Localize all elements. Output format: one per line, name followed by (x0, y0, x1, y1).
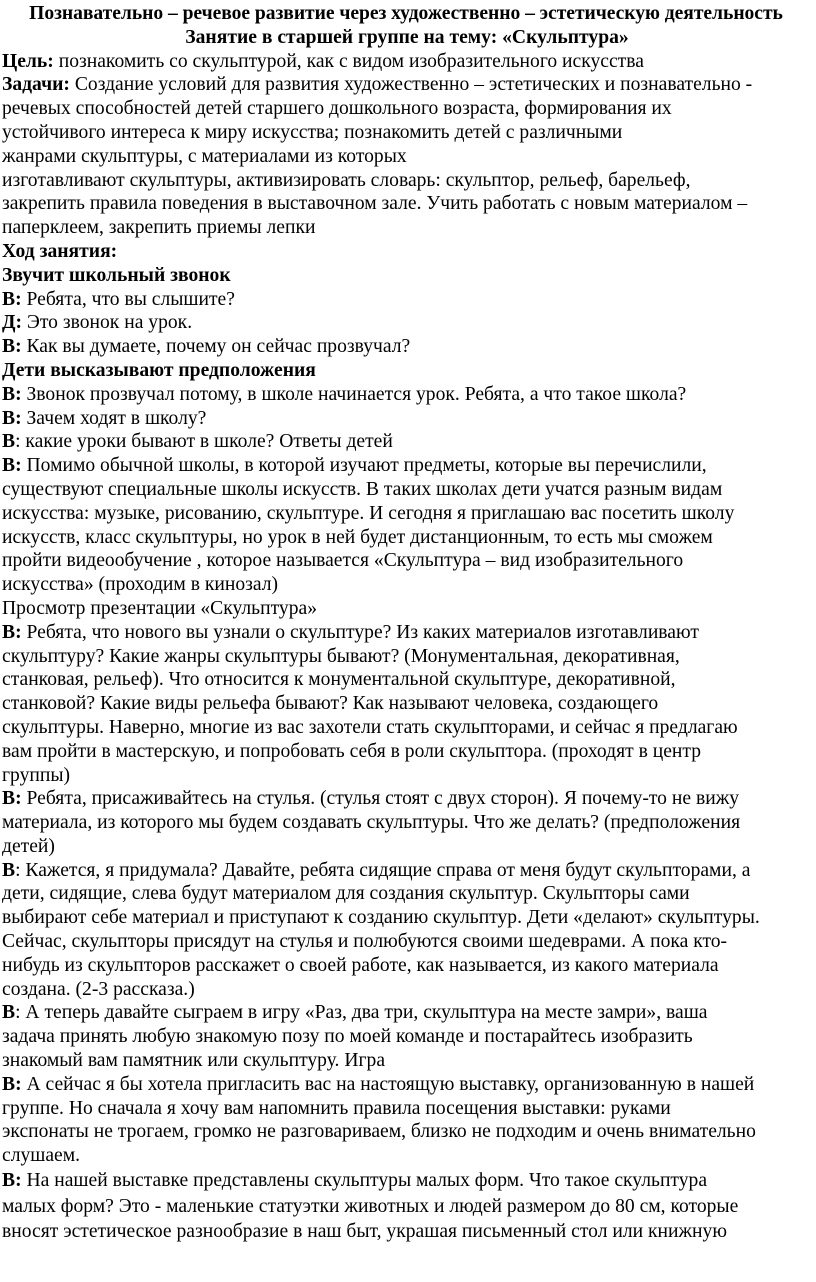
paragraph-chairs: В: Ребята, присаживайтесь на стулья. (стулья стоят с двух сторон). Я почему-то не вижу материала, из которого мы будем создавать скульптуры. Что же делать? (предположения детей) (2, 788, 741, 857)
dialogue-line: Д: Это звонок на урок. (2, 312, 193, 334)
dialogue-line: В: какие уроки бывают в школе? Ответы детей (2, 431, 393, 453)
dialogue-line: В: Ребята, что вы слышите? (2, 288, 235, 310)
paragraph-small-forms: В: На нашей выставке представлены скульптуры малых форм. Что такое скульптура малых форм? Это - маленькие статуэтки животных и людей размером до 80 см, которые вносят эстетическое разнообразие в наш быт, украшая письменный стол или книжную (2, 1170, 739, 1243)
tasks-line: паперклеем, закрепить приемы лепки (2, 217, 316, 239)
speaker-label: В: (2, 407, 22, 429)
speaker-label: В: (2, 788, 22, 810)
guess-heading: Дети высказывают предположения (2, 359, 316, 381)
tasks-label: Задачи: (2, 74, 70, 96)
speaker-label: В: (2, 1073, 22, 1095)
speaker-label: В: (2, 621, 22, 643)
goal-text: познакомить со скульптурой, как с видом изобразительного искусства (53, 50, 644, 72)
paragraph-sculpture-questions: В: Ребята, что нового вы узнали о скульптуре? Из каких материалов изготавливают скульптуру? Какие жанры скульптуры бывают? (Монументальная, декоративная, станковая, рельеф). Что относится к монументальной скульптуре, декоративной, станковой? Какие виды рельефа бывают? Как называют человека, создающего скульптуры. Наверно, многие из вас захотели стать скульпторами, и сейчас я предлагаю вам пройти в мастерскую, и попробовать себя в роли скульптора. (проходят в центр группы) (2, 621, 738, 786)
speaker-label: В: (2, 383, 22, 405)
presentation-line: Просмотр презентации «Скульптура» (2, 597, 317, 619)
paragraph-freeze-game: В: А теперь давайте сыграем в игру «Раз, два три, скульптура на месте замри», ваша задача принять любую знакомую позу по моей команде и постарайтесь изобразить знакомый вам памятник или скульптуру. Игра (2, 1002, 708, 1072)
speaker-label: В: (2, 1170, 22, 1192)
tasks-line: речевых способностей детей старшего дошкольного возраста, формирования их (2, 98, 672, 120)
dialogue-line: В: Зачем ходят в школу? (2, 407, 207, 429)
speaker-label: В: (2, 336, 22, 358)
speaker-label: В: (2, 288, 22, 310)
dialogue-line: В: Как вы думаете, почему он сейчас прозвучал? (2, 336, 411, 358)
tasks-line: жанрами скульптуры, с материалами из которых (2, 145, 407, 167)
title-line-1: Познавательно – речевое развитие через художественно – эстетическую деятельность (29, 3, 783, 24)
goal-label: Цель: (2, 50, 54, 72)
dialogue-line: В: Звонок прозвучал потому, в школе начинается урок. Ребята, а что такое школа? (2, 383, 687, 405)
speaker-label: В (2, 859, 16, 881)
speaker-label: В (2, 1002, 16, 1024)
paragraph-exhibition-rules: В: А сейчас я бы хотела пригласить вас на настоящую выставку, организованную в нашей группе. Но сначала я хочу вам напомнить правила посещения выставки: руками экспонаты не трогаем, громко не разговариваем, близко не подходим и очень внимательно слушаем. (2, 1073, 756, 1167)
speaker-label: В: (2, 455, 22, 477)
tasks-line: изготавливают скульптуры, активизировать словарь: скульптор, рельеф, барельеф, (2, 169, 691, 191)
speaker-label: Д: (2, 312, 23, 334)
paragraph-art-school: В: Помимо обычной школы, в которой изучают предметы, которые вы перечислили, существуют специальные школы искусств. В таких школах дети учатся разным видам искусства: музыке, рисованию, скульптуре. И сегодня я приглашаю вас посетить школу искусств, класс скульптуры, но урок в ней будет дистанционным, то есть мы сможем пройти видеообучение , которое называется «Скульптура – вид изобразительного искусства» (проходим в кинозал) (2, 455, 735, 596)
paragraph-sculptors-game: В: Кажется, я придумала? Давайте, ребята сидящие справа от меня будут скульпторами, а дети, сидящие, слева будут материалом для создания скульптур. Скульпторы сами выбирают себе материал и приступают к созданию скульптур. Дети «делают» скульптуры. Сейчас, скульпторы присядут на стулья и полюбуются своими шедеврами. А пока кто- нибудь из скульпторов расскажет о своей работе, как называется, из какого материала создана. (2-3 рассказа.) (2, 859, 760, 1000)
goal-paragraph (2, 50, 812, 74)
tasks-line: устойчивого интереса к миру искусства; познакомить детей с различными (2, 121, 623, 143)
tasks-line: закрепить правила поведения в выставочном зале. Учить работать с новым материалом – (2, 193, 748, 215)
speaker-label: В (2, 431, 16, 453)
course-heading: Ход занятия: (2, 240, 118, 262)
tasks-line: Задачи: Создание условий для развития художественно – эстетических и познавательно - (2, 74, 753, 96)
bell-heading: Звучит школьный звонок (2, 264, 231, 286)
tasks-paragraph (2, 73, 812, 240)
title-line-2: Занятие в старшей группе на тему: «Скульптура» (185, 26, 629, 48)
